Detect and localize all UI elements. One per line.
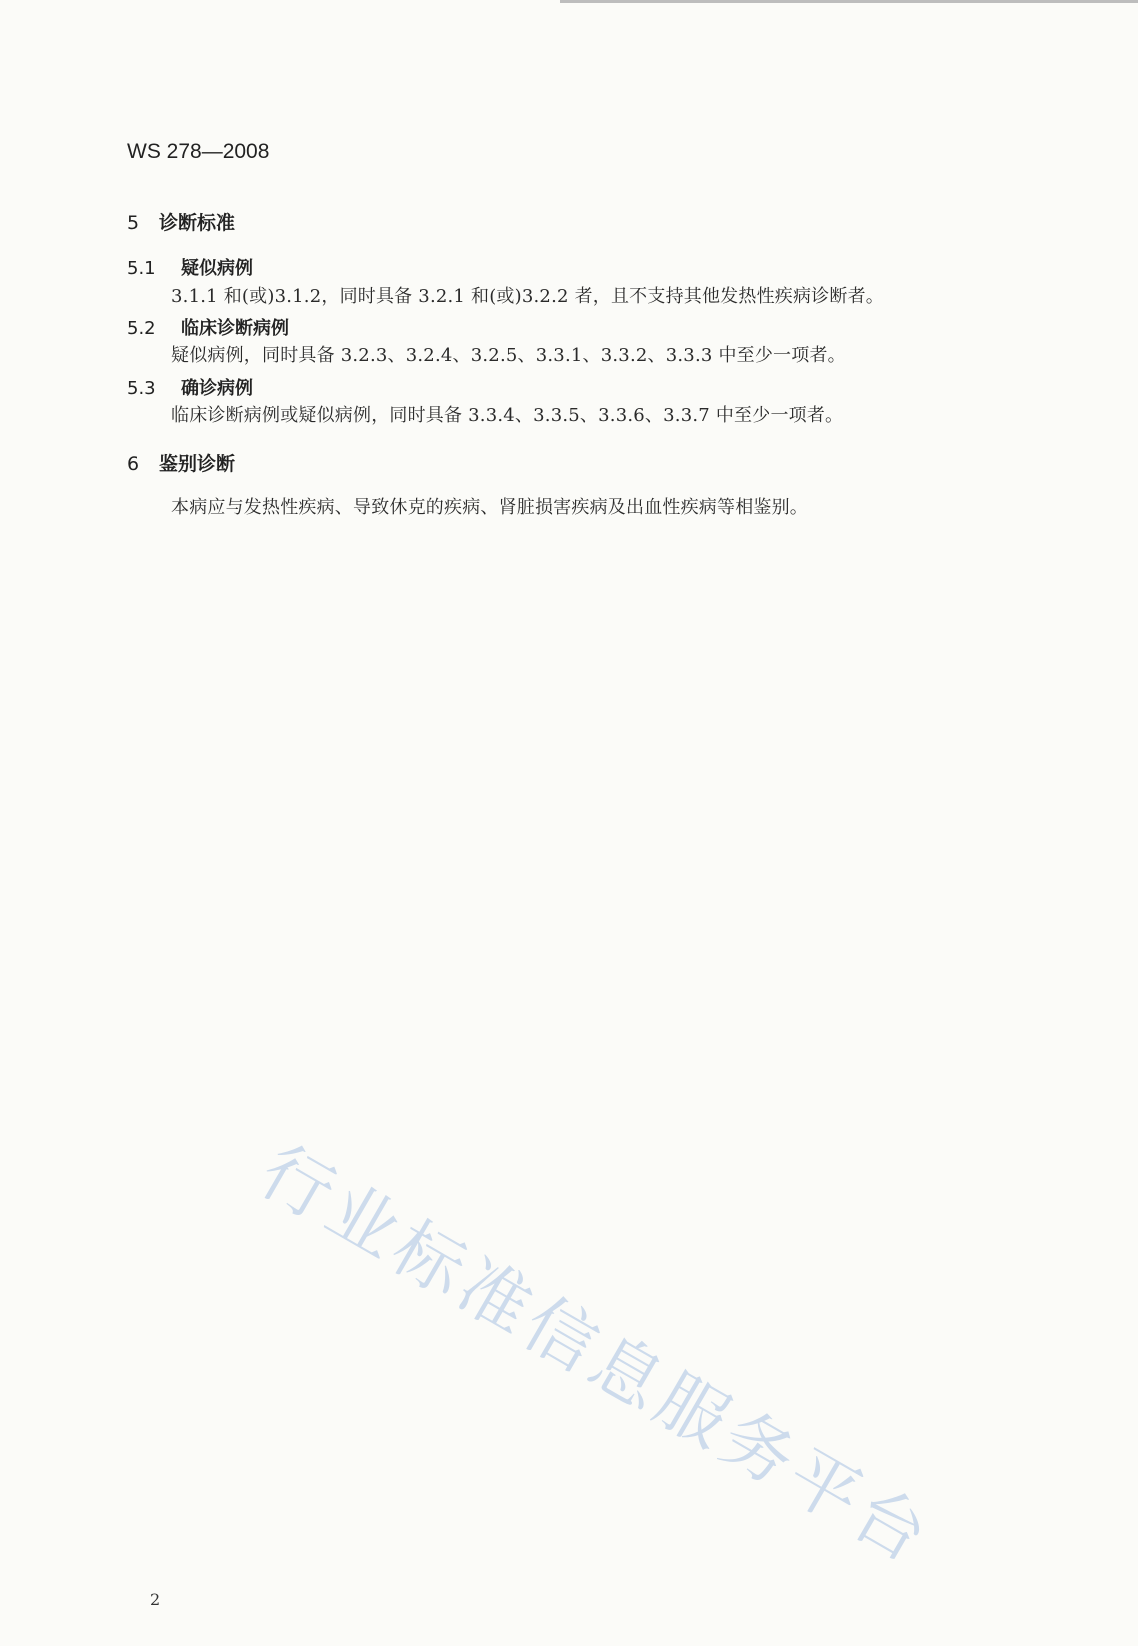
scan-edge: [560, 0, 1138, 3]
page-number: 2: [150, 1590, 161, 1609]
section-5-2-heading: [127, 314, 289, 340]
section-number: 6: [127, 453, 140, 475]
section-title: 确诊病例: [181, 378, 253, 399]
section-number: 5: [127, 212, 140, 234]
section-5-3-text: 临床诊断病例或疑似病例，同时具备 3.3.4、3.3.5、3.3.6、3.3.7 中至少一项者。: [171, 405, 844, 426]
section-number: 5.1: [127, 258, 156, 279]
section-5-2-text: 疑似病例，同时具备 3.2.3、3.2.4、3.2.5、3.3.1、3.3.2、3.3.3 中至少一项者。: [171, 345, 846, 366]
section-6-heading: [127, 449, 235, 476]
standard-code: WS 278—2008: [127, 140, 270, 163]
section-title: 疑似病例: [181, 258, 253, 279]
section-5-3-heading: [127, 374, 253, 400]
section-number: 5.3: [127, 378, 156, 399]
section-6-text: 本病应与发热性疾病、导致休克的疾病、肾脏损害疾病及出血性疾病等相鉴别。: [171, 497, 808, 518]
section-number: 5.2: [127, 318, 156, 339]
section-5-1-text: 3.1.1 和(或)3.1.2，同时具备 3.2.1 和(或)3.2.2 者，且不支持其他发热性疾病诊断者。: [171, 286, 884, 307]
section-title: 鉴别诊断: [159, 453, 236, 475]
section-title: 诊断标准: [159, 212, 236, 234]
section-5-1-heading: [127, 254, 253, 280]
section-title: 临床诊断病例: [181, 318, 289, 339]
section-5-heading: [127, 208, 235, 235]
watermark-text: 行业标准信息服务平台: [246, 1129, 946, 1581]
